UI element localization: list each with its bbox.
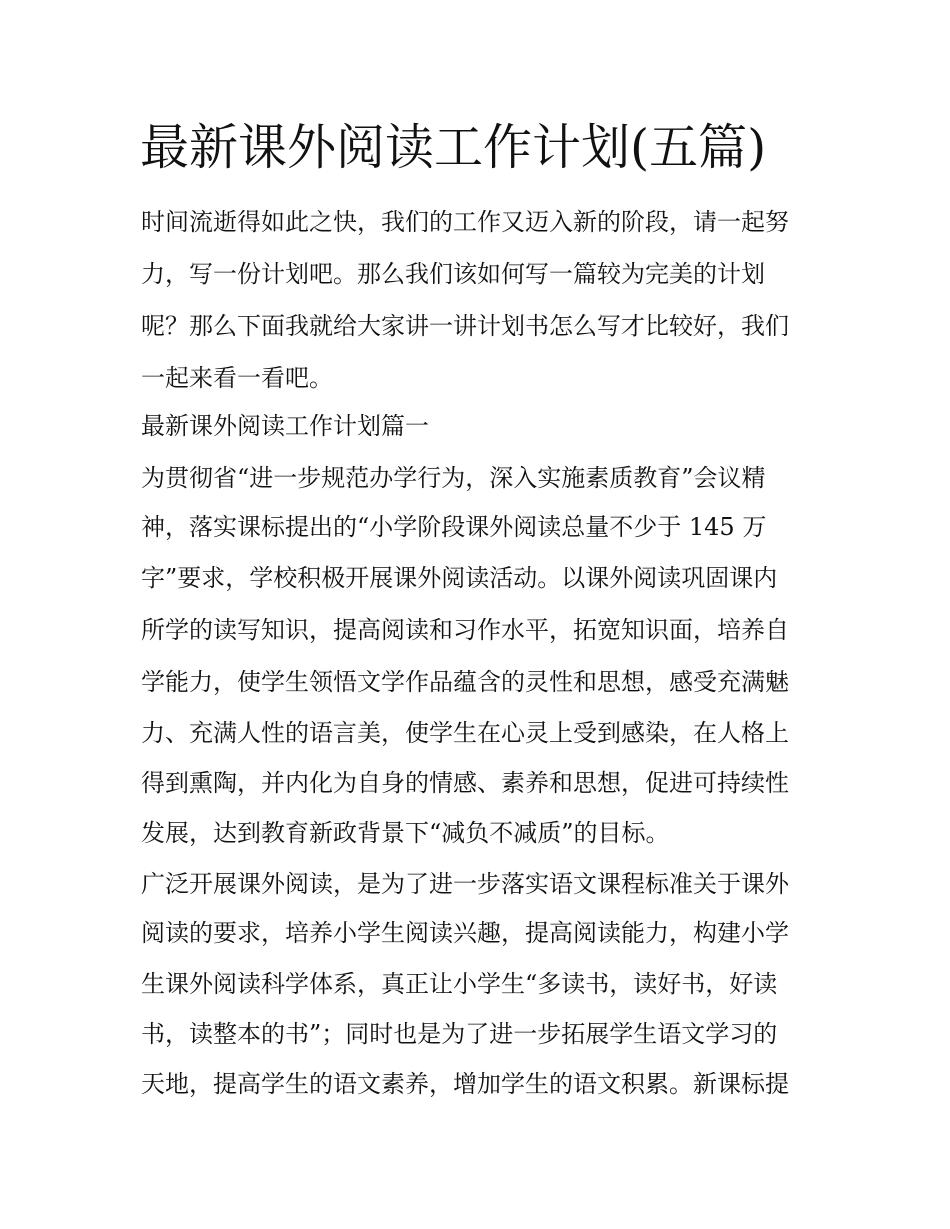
paragraph-line: 学能力，使学生领悟文学作品蕴含的灵性和思想，感受充满魅 [141, 668, 789, 696]
paragraph-line: 为贯彻省“进一步规范办学行为，深入实施素质教育”会议精 [141, 464, 766, 492]
paragraph-line: 力，写一份计划吧。那么我们该如何写一篇较为完美的计划 [141, 260, 765, 288]
paragraph-line: 神，落实课标提出的“小学阶段课外阅读总量不少于 145 万 [141, 513, 767, 541]
paragraph-line: 力、充满人性的语言美，使学生在心灵上受到感染，在人格上 [141, 719, 789, 747]
paragraph-line: 得到熏陶，并内化为自身的情感、素养和思想，促进可持续性 [141, 769, 789, 797]
paragraph-line: 生课外阅读科学体系，真正让小学生“多读书，读好书，好读 [141, 970, 778, 998]
section-heading: 最新课外阅读工作计划篇一 [141, 412, 429, 440]
paragraph-line: 所学的读写知识，提高阅读和习作水平，拓宽知识面，培养自 [141, 616, 789, 644]
paragraph-line: 时间流逝得如此之快，我们的工作又迈入新的阶段，请一起努 [141, 208, 789, 236]
paragraph-line: 天地，提高学生的语文素养，增加学生的语文积累。新课标提 [141, 1070, 789, 1098]
paragraph-line: 一起来看一看吧。 [141, 364, 333, 392]
paragraph-line: 广泛开展课外阅读，是为了进一步落实语文课程标准关于课外 [141, 870, 789, 898]
paragraph-line: 书，读整本的书”；同时也是为了进一步拓展学生语文学习的 [141, 1020, 778, 1048]
paragraph-line: 发展，达到教育新政背景下“减负不减质”的目标。 [141, 819, 670, 847]
document-title: 最新课外阅读工作计划(五篇) [140, 119, 767, 176]
paragraph-line: 阅读的要求，培养小学生阅读兴趣，提高阅读能力，构建小学 [141, 919, 789, 947]
paragraph-line: 呢？那么下面我就给大家讲一讲计划书怎么写才比较好，我们 [141, 312, 789, 340]
paragraph-line: 字”要求，学校积极开展课外阅读活动。以课外阅读巩固课内 [141, 564, 778, 592]
